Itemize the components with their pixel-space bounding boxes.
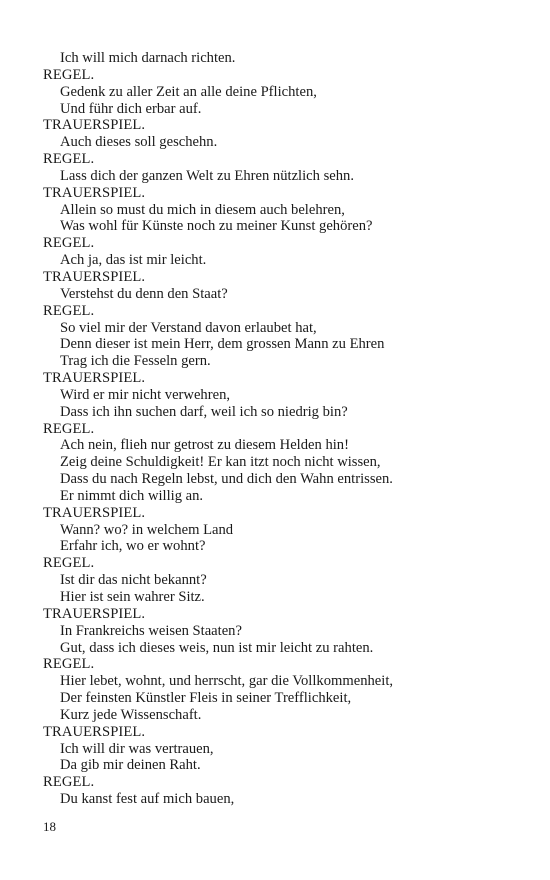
verse-line: Ach ja, das ist mir leicht. <box>60 252 207 269</box>
verse-line: Verstehst du denn den Staat? <box>60 285 228 302</box>
verse-line: Er nimmt dich willig an. <box>60 487 204 504</box>
verse-line: In Frankreichs weisen Staaten? <box>60 622 242 639</box>
speaker-name: TRAUERSPIEL. <box>43 504 146 521</box>
speaker-name: REGEL. <box>43 235 95 252</box>
verse-line: Erfahr ich, wo er wohnt? <box>60 538 206 555</box>
speaker-name: TRAUERSPIEL. <box>43 268 146 285</box>
verse-line: Was wohl für Künste noch zu meiner Kunst gehören? <box>60 218 373 235</box>
speaker-name: REGEL. <box>43 151 95 168</box>
verse-line: Und führ dich erbar auf. <box>60 100 202 117</box>
speaker-name: TRAUERSPIEL. <box>43 184 146 201</box>
verse-line: Kurz jede Wissenschaft. <box>60 706 202 723</box>
verse-line: Wann? wo? in welchem Land <box>60 521 234 538</box>
dialogue-text-block <box>43 50 513 808</box>
verse-line: Ist dir das nicht bekannt? <box>60 572 207 589</box>
verse-line: Dass du nach Regeln lebst, und dich den Wahn entrissen. <box>60 471 393 488</box>
verse-line: Zeig deine Schuldigkeit! Er kan itzt noch nicht wissen, <box>60 454 381 471</box>
verse-line: Gedenk zu aller Zeit an alle deine Pflichten, <box>60 83 317 100</box>
verse-line: Dass ich ihn suchen darf, weil ich so niedrig bin? <box>60 403 348 420</box>
speaker-name: REGEL. <box>43 774 95 791</box>
verse-line: Ach nein, flieh nur getrost zu diesem Helden hin! <box>60 437 349 454</box>
verse-line: Hier lebet, wohnt, und herrscht, gar die Vollkommenheit, <box>60 673 394 690</box>
verse-line: Allein so must du mich in diesem auch belehren, <box>60 201 345 218</box>
speaker-name: REGEL. <box>43 302 95 319</box>
verse-line: Der feinsten Künstler Fleis in seiner Trefflichkeit, <box>60 690 352 707</box>
speaker-name: REGEL. <box>43 420 95 437</box>
speaker-name: TRAUERSPIEL. <box>43 117 146 134</box>
speaker-name: TRAUERSPIEL. <box>43 605 146 622</box>
speaker-name: REGEL. <box>43 555 95 572</box>
speaker-name: TRAUERSPIEL. <box>43 723 146 740</box>
verse-line: So viel mir der Verstand davon erlaubet hat, <box>60 319 317 336</box>
page-number: 18 <box>43 819 56 834</box>
verse-line: Da gib mir deinen Raht. <box>60 757 201 774</box>
verse-line: Hier ist sein wahrer Sitz. <box>60 589 205 605</box>
verse-line: Denn dieser ist mein Herr, dem grossen Mann zu Ehren <box>60 336 385 353</box>
verse-line: Ich will mich darnach richten. <box>60 50 236 66</box>
speaker-name: TRAUERSPIEL. <box>43 370 146 387</box>
verse-line: Auch dieses soll geschehn. <box>60 134 218 151</box>
verse-line: Trag ich die Fesseln gern. <box>60 353 211 370</box>
verse-line: Du kanst fest auf mich bauen, <box>60 791 235 808</box>
speaker-name: REGEL. <box>43 656 95 673</box>
verse-line: Wird er mir nicht verwehren, <box>60 386 231 403</box>
verse-line: Gut, dass ich dieses weis, nun ist mir leicht zu rahten. <box>60 639 374 656</box>
speaker-name: REGEL. <box>43 66 95 83</box>
verse-line: Lass dich der ganzen Welt zu Ehren nützlich sehn. <box>60 167 354 184</box>
verse-line: Ich will dir was vertrauen, <box>60 740 214 757</box>
